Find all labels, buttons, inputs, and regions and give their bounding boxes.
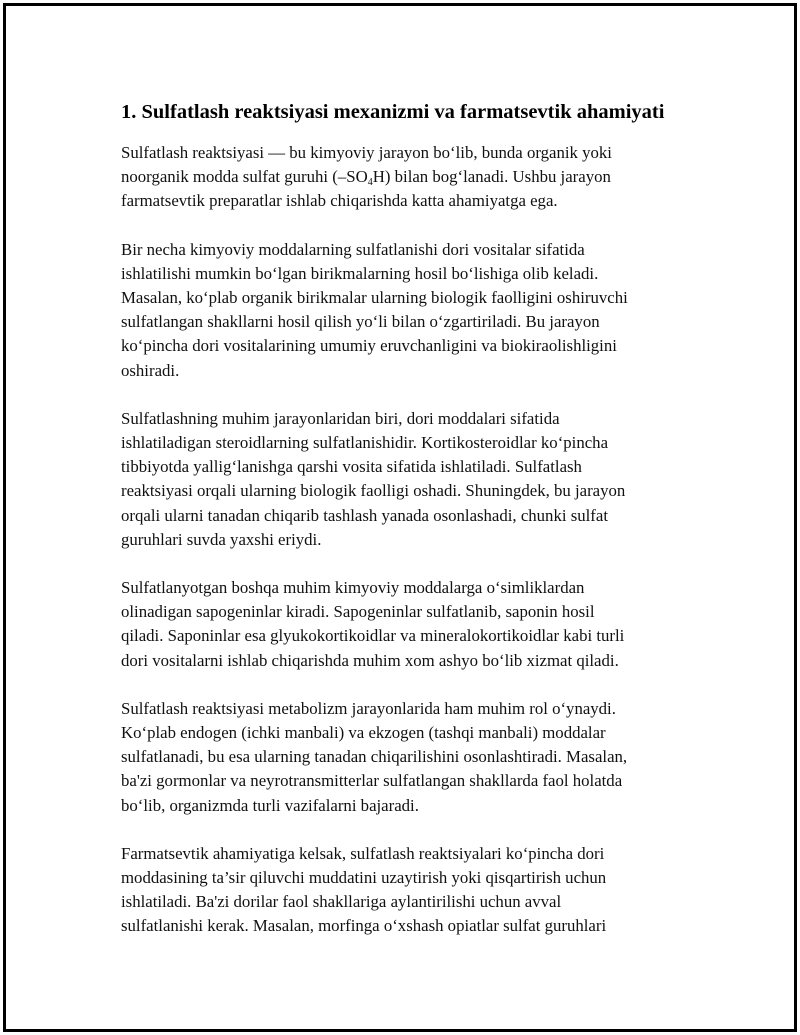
section-title: 1. Sulfatlash reaktsiyasi mexanizmi va farmatsevtik ahamiyati [121,101,665,123]
text-line: qiladi. Saponinlar esa glyukokortikoidlar va mineralokortikoidlar kabi turli [121,626,625,646]
text-line: sulfatlanadi, bu esa ularning tanadan chiqarilishini osonlashtiradi. Masalan, [121,747,628,767]
text-line: ba'zi gormonlar va neyrotransmitterlar sulfatlangan shakllarda faol holatda [121,771,623,791]
text-line: orqali ularni tanadan chiqarib tashlash yanada osonlashadi, chunki sulfat [121,505,608,525]
text-line: dori vositalarni ishlab chiqarishda muhim xom ashyo bo‘lib xizmat qiladi. [121,650,619,670]
text-line: oshiradi. [121,360,180,380]
subscript: 4 [367,177,373,189]
text-line: moddasining ta’sir qiluvchi muddatini uzaytirish yoki qisqartirish uchun [121,868,607,888]
text-line: Farmatsevtik ahamiyatiga kelsak, sulfatlash reaktsiyalari ko‘pincha dori [121,843,605,863]
paragraph [121,842,691,939]
text-line: ishlatilishi mumkin bo‘lgan birikmalarning hosil bo‘lishiga olib keladi. [121,263,599,283]
text-line: ishlatiladi. Ba'zi dorilar faol shakllariga aylantirilishi uchun avval [121,892,562,912]
paragraph [121,576,691,673]
text-line: Ko‘plab endogen (ichki manbali) va ekzogen (tashqi manbali) moddalar [121,723,606,743]
paragraph-list [121,141,691,939]
text-line: Sulfatlashning muhim jarayonlaridan biri, dori moddalari sifatida [121,408,560,428]
text-line: Sulfatlanyotgan boshqa muhim kimyoviy moddalarga o‘simliklardan [121,578,585,598]
document-page [3,3,797,1032]
text-line: ko‘pincha dori vositalarining umumiy eruvchanligini va biokiraolishligini [121,336,617,356]
text-line [121,165,691,189]
text-line: sulfatlangan shakllarni hosil qilish yo‘li bilan o‘zgartiriladi. Bu jarayon [121,312,600,332]
paragraph [121,407,691,552]
text-line: ishlatiladigan steroidlarning sulfatlanishidir. Kortikosteroidlar ko‘pincha [121,433,609,453]
text-line: guruhlari suvda yaxshi eriydi. [121,529,322,549]
text-line: Sulfatlash reaktsiyasi — bu kimyoviy jarayon bo‘lib, bunda organik yoki [121,143,612,162]
text-line: Masalan, ko‘plab organik birikmalar ularning biologik faolligini oshiruvchi [121,288,628,308]
text-line: bo‘lib, organizmda turli vazifalarni bajaradi. [121,795,419,815]
text-line: reaktsiyasi orqali ularning biologik faolligi oshadi. Shuningdek, bu jarayon [121,481,626,501]
paragraph [121,238,691,383]
paragraph [121,141,691,214]
text-line: olinadigan sapogeninlar kiradi. Sapogeninlar sulfatlanib, saponin hosil [121,602,595,622]
text-segment: noorganik modda sulfat guruhi (–SO [121,167,368,187]
text-line: sulfatlanishi kerak. Masalan, morfinga o‘xshash opiatlar sulfat guruhlari [121,916,607,936]
text-line: farmatsevtik preparatlar ishlab chiqarishda katta ahamiyatga ega. [121,191,558,211]
text-line: Bir necha kimyoviy moddalarning sulfatlanishi dori vositalar sifatida [121,239,585,259]
text-segment: H) bilan bog‘lanadi. Ushbu jarayon [372,167,611,187]
text-line: Sulfatlash reaktsiyasi metabolizm jarayonlarida ham muhim rol o‘ynaydi. [121,698,616,718]
paragraph [121,697,691,818]
document-body [121,99,691,963]
text-line: tibbiyotda yallig‘lanishga qarshi vosita sifatida ishlatiladi. Sulfatlash [121,457,582,477]
